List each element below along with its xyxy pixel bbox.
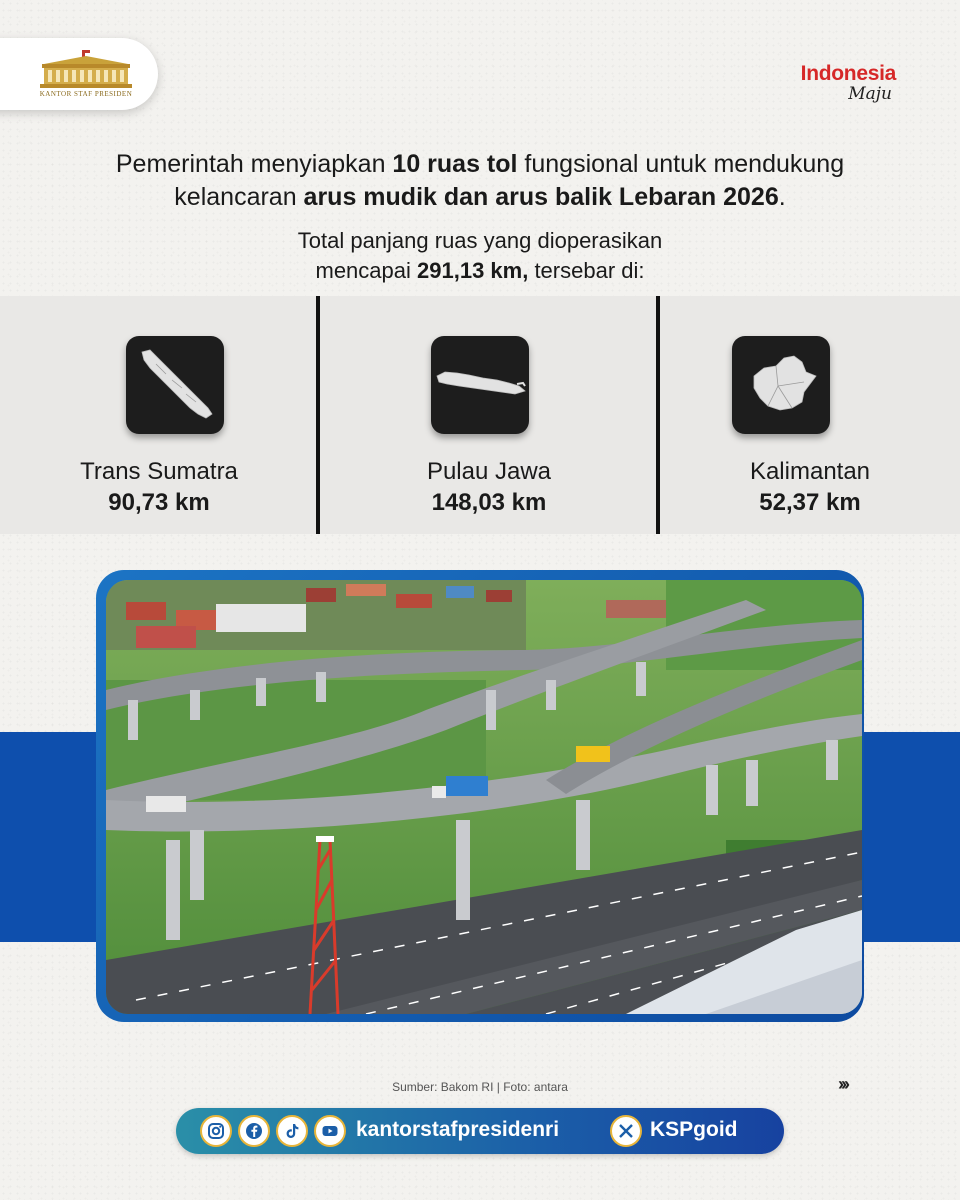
tiktok-icon[interactable] (276, 1115, 308, 1147)
subline (60, 226, 900, 286)
indonesia-maju-logo (766, 62, 896, 112)
region-name: Kalimantan (749, 458, 871, 485)
x-icon[interactable] (610, 1115, 642, 1147)
region-name: Trans Sumatra (80, 458, 238, 485)
campaign-word: Indonesia (800, 62, 896, 85)
region-length: 52,37 km (759, 489, 861, 516)
headline-text-2: fungsional untuk mendukung kelancaran (174, 150, 845, 211)
social-media-bar (176, 1108, 784, 1154)
region-divider (656, 296, 660, 534)
instagram-icon[interactable] (200, 1115, 232, 1147)
region-name: Pulau Jawa (426, 458, 552, 485)
subline-text-1: Total panjang ruas yang dioperasikan (297, 228, 663, 253)
youtube-icon[interactable] (314, 1115, 346, 1147)
subline-text-3: tersebar di: (528, 258, 645, 283)
region-divider (316, 296, 320, 534)
headline-bold-1: 10 ruas tol (392, 150, 518, 178)
kalimantan-map-icon (732, 336, 830, 434)
regions-band (0, 296, 960, 534)
subline-text-2: mencapai (315, 258, 418, 283)
headline (60, 148, 900, 214)
java-map-icon (431, 336, 529, 434)
next-page-arrow[interactable]: ››› (838, 1074, 847, 1094)
source-credit: Sumber: Bakom RI | Foto: antara (392, 1080, 568, 1094)
sumatra-map-icon (126, 336, 224, 434)
campaign-script: Maju (848, 84, 892, 104)
region-length: 148,03 km (431, 489, 547, 516)
headline-bold-2: arus mudik dan arus balik Lebaran 2026 (303, 183, 779, 211)
toll-road-interchange-photo (106, 580, 862, 1014)
region-kalimantan (660, 296, 960, 534)
headline-text-1: Pemerintah menyiapkan (115, 150, 393, 178)
subline-total: 291,13 km, (417, 258, 529, 283)
region-java (320, 296, 658, 534)
ksp-logo (36, 46, 136, 102)
x-handle[interactable]: KSPgoid (650, 1118, 738, 1141)
palace-emblem-icon (36, 46, 136, 90)
institution-label: KANTOR STAF PRESIDEN (39, 90, 133, 98)
region-sumatra (0, 296, 318, 534)
main-handle[interactable]: kantorstafpresidenri (356, 1118, 560, 1141)
headline-text-3: . (778, 183, 786, 211)
region-length: 90,73 km (108, 489, 210, 516)
facebook-icon[interactable] (238, 1115, 270, 1147)
